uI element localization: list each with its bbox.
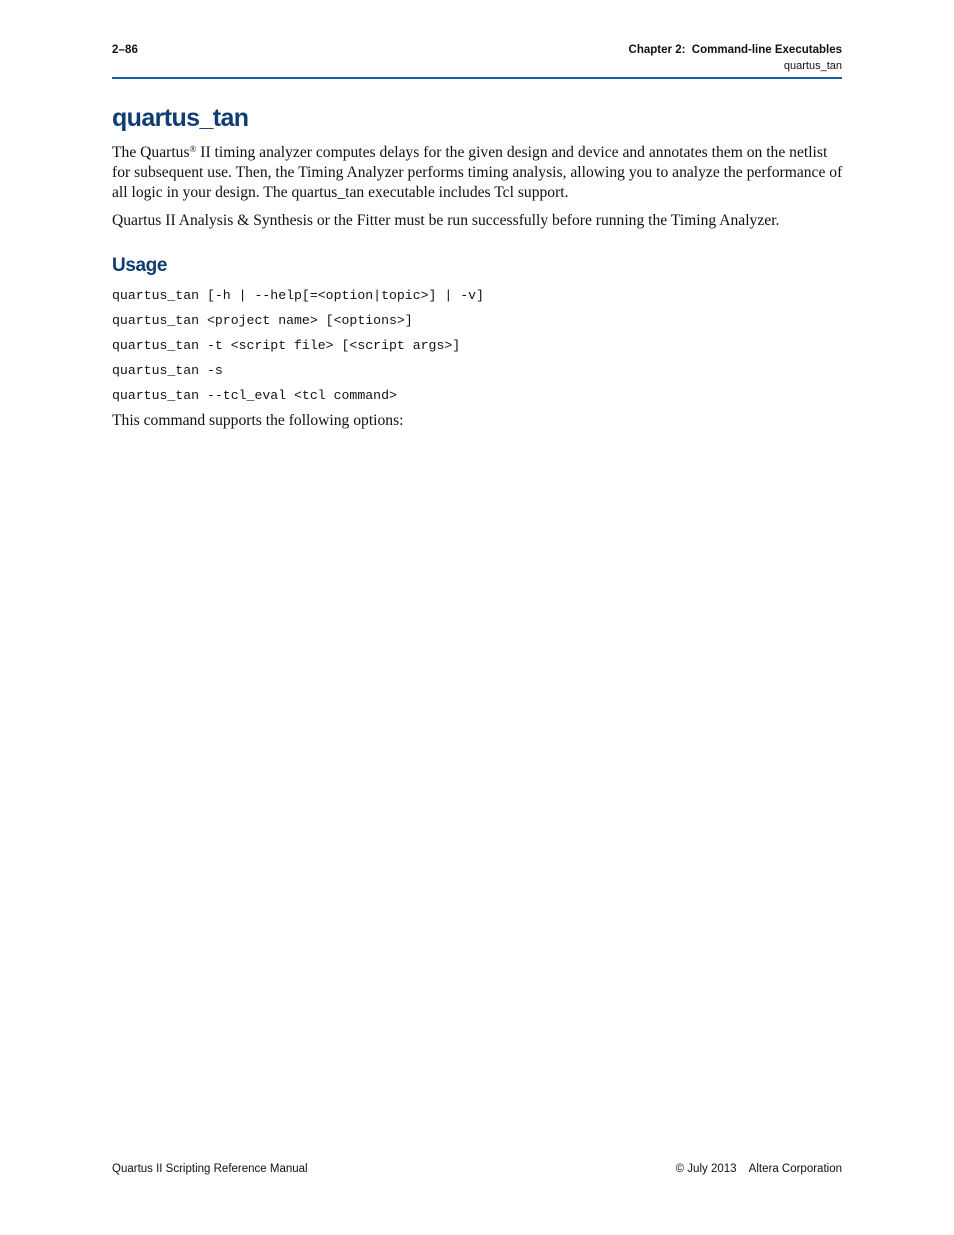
page-header xyxy=(112,41,842,79)
manual-title: Quartus II Scripting Reference Manual xyxy=(112,1163,308,1175)
usage-command-tcl-eval: quartus_tan --tcl_eval <tcl command> xyxy=(112,388,397,403)
prerequisite-paragraph: Quartus II Analysis & Synthesis or the Fitter must be run successfully before running the Timing Analyzer. xyxy=(112,212,780,229)
page-number: 2–86 xyxy=(112,44,138,56)
page-title: quartus_tan xyxy=(112,104,249,132)
usage-heading: Usage xyxy=(112,255,168,276)
usage-command-help: quartus_tan [-h | --help[=<option|topic>] | -v] xyxy=(112,288,484,303)
copyright-notice: © July 2013 Altera Corporation xyxy=(675,1163,842,1175)
intro-text-start: The Quartus xyxy=(112,144,190,161)
usage-command-project: quartus_tan <project name> [<options>] xyxy=(112,313,413,328)
options-intro: This command supports the following options: xyxy=(112,412,404,429)
chapter-title: Chapter 2: Command-line Executables xyxy=(628,44,842,56)
usage-command-script: quartus_tan -t <script file> [<script args>] xyxy=(112,338,461,353)
intro-paragraph xyxy=(112,143,844,203)
header-rule xyxy=(112,77,842,79)
section-name: quartus_tan xyxy=(783,60,842,72)
running-header xyxy=(629,42,842,74)
intro-text-rest: II timing analyzer computes delays for the given design and device and annotates them on the netlist for subsequent use. Then, the Timing Analyzer performs timing analysis, allowing you to analyze the performance of all logic in your design. The quartus_tan executable includes Tcl support. xyxy=(112,144,843,201)
usage-command-shell: quartus_tan -s xyxy=(112,363,223,378)
registered-mark: ® xyxy=(189,144,197,154)
